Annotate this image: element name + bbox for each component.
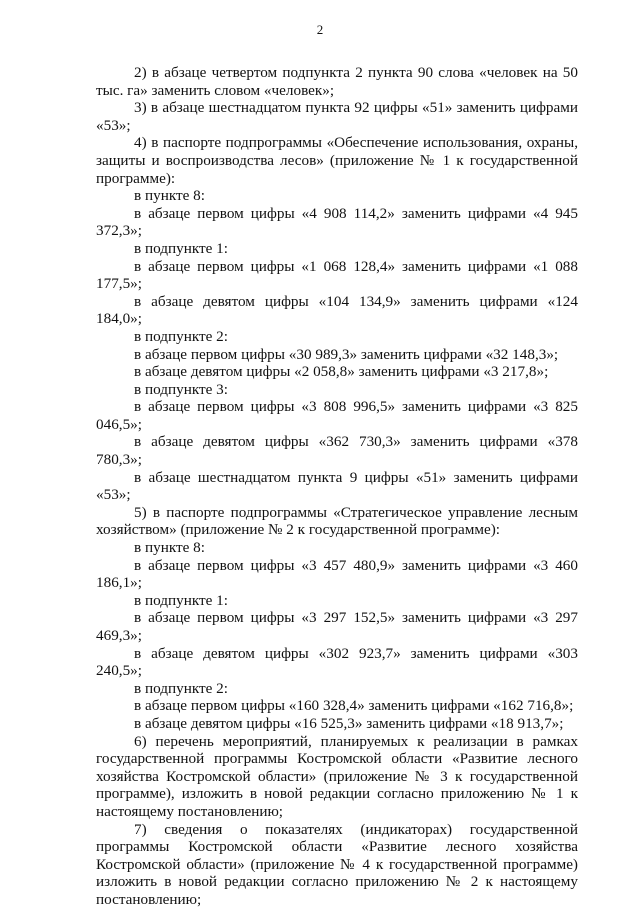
paragraph: в абзаце первом цифры «160 328,4» заменить цифрами «162 716,8»; xyxy=(134,697,574,715)
paragraph: в абзаце девятом цифры «2 058,8» заменить цифрами «3 217,8»; xyxy=(134,363,549,381)
paragraph: 5) в паспорте подпрограммы «Стратегическое управление лесным хозяйством» (приложение № 2 к государственной программе): xyxy=(96,503,578,539)
paragraph: 6) перечень мероприятий, планируемых к реализации в рамках государственной программы Костромской области «Развитие лесного хозяйства Костромской области» (приложение № 3 к государственной программе), изложить в новой редакции согласно приложению № 1 к настоящему постановлению; xyxy=(96,732,578,820)
paragraph: в абзаце первом цифры «30 989,3» заменить цифрами «32 148,3»; xyxy=(134,345,559,363)
paragraph: в подпункте 2: xyxy=(134,679,228,697)
paragraph: в подпункте 2: xyxy=(134,327,228,345)
paragraph: в абзаце первом цифры «4 908 114,2» заменить цифрами «4 945 372,3»; xyxy=(96,204,578,240)
paragraph: в абзаце первом цифры «3 457 480,9» заменить цифрами «3 460 186,1»; xyxy=(96,556,578,592)
paragraph: в абзаце первом цифры «3 297 152,5» заменить цифрами «3 297 469,3»; xyxy=(96,609,578,644)
paragraph: в пункте 8: xyxy=(134,539,205,557)
paragraph: в подпункте 1: xyxy=(134,239,228,257)
paragraph: в пункте 8: xyxy=(134,187,205,205)
paragraph: в абзаце шестнадцатом пункта 9 цифры «51» заменить цифрами «53»; xyxy=(96,468,578,504)
paragraph: в подпункте 3: xyxy=(134,380,228,398)
paragraph: 7) сведения о показателях (индикаторах) государственной программы Костромской области «Развитие лесного хозяйства Костромской области» (приложение № 4 к государственной программе) изложить в новой редакции согласно приложению № 2 к настоящему постановлению; xyxy=(96,820,578,908)
paragraph: в подпункте 1: xyxy=(134,591,228,609)
paragraph: 4) в паспорте подпрограммы «Обеспечение использования, охраны, защиты и воспроизводства лесов» (приложение № 1 к государственной программе): xyxy=(96,134,578,187)
paragraph: в абзаце девятом цифры «104 134,9» заменить цифрами «124 184,0»; xyxy=(96,292,578,328)
document-body xyxy=(96,64,578,909)
page-number: 2 xyxy=(316,22,324,37)
paragraph: 2) в абзаце четвертом подпункта 2 пункта 90 слова «человек на 50 тыс. га» заменить словом «человек»; xyxy=(96,64,578,99)
paragraph: в абзаце девятом цифры «16 525,3» заменить цифрами «18 913,7»; xyxy=(134,714,564,732)
paragraph: в абзаце первом цифры «3 808 996,5» заменить цифрами «3 825 046,5»; xyxy=(96,398,578,433)
paragraph: в абзаце первом цифры «1 068 128,4» заменить цифрами «1 088 177,5»; xyxy=(96,257,578,293)
paragraph: в абзаце девятом цифры «302 923,7» заменить цифрами «303 240,5»; xyxy=(96,644,578,680)
paragraph: в абзаце девятом цифры «362 730,3» заменить цифрами «378 780,3»; xyxy=(96,433,578,469)
paragraph: 3) в абзаце шестнадцатом пункта 92 цифры «51» заменить цифрами «53»; xyxy=(96,99,578,134)
